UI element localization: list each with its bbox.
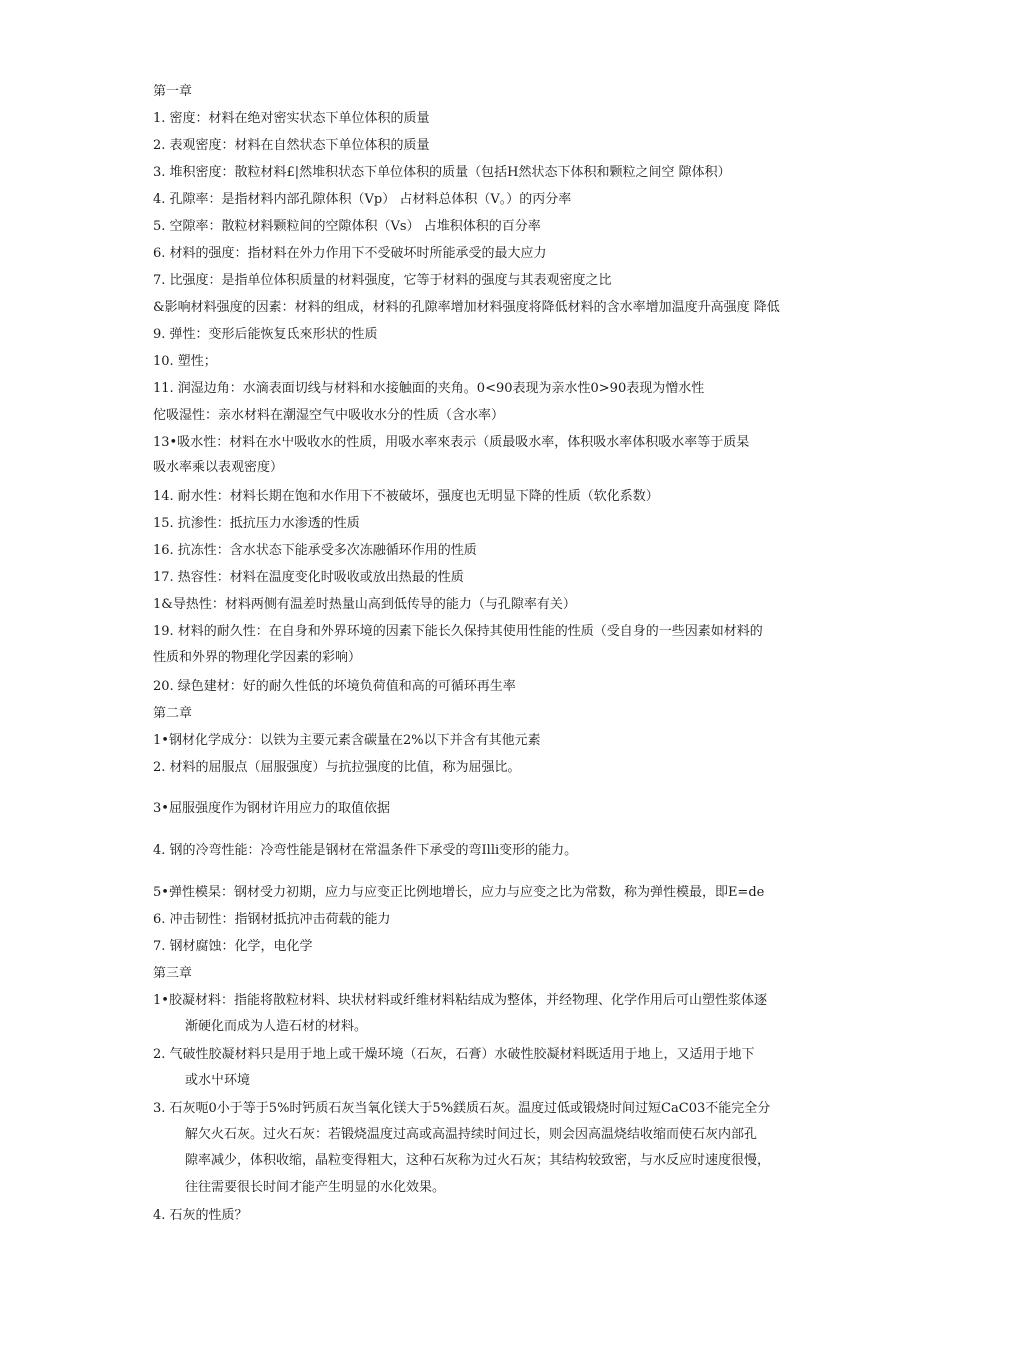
text-line: 15. 抗渗性：抵抗压力水渗透的性质: [153, 516, 360, 531]
text-line: 7. 比强度：是指单位体积质量的材料强度，它等于材料的强度与其表观密度之比: [153, 273, 612, 288]
text-line: 隙率减少，体积收缩，晶粒变得粗大，这种石灰称为过火石灰；其结构较致密，与水反应时速度很慢，: [185, 1153, 771, 1168]
text-line: 14. 耐水性：材料长期在饱和水作用下不被破坏，强度也无明显下降的性质（软化系数）: [153, 489, 659, 504]
text-line: 3. 堆积密度：散粒材料£|然堆积状态下单位体积的质量（包括H然状态下体积和颗粒之间空 隙体积）: [153, 165, 731, 180]
text-line: 1&导热性：材料两侧有温差时热量山高到低传导的能力（与孔隙率有关）: [153, 597, 576, 612]
chapter-3-heading: 第三章: [153, 966, 193, 981]
text-line: 17. 热容性：材料在温度变化时吸收或放出热最的性质: [153, 570, 464, 585]
text-line: 9. 弹性：变形后能恢复氐來形状的性质: [153, 327, 378, 342]
text-line: 4. 石灰的性质？: [153, 1208, 248, 1223]
text-line: 往往需要很长时间才能产生明显的水化效果。: [185, 1180, 446, 1195]
text-line: 1•胶凝材料：指能将散粒材料、块状材料或纤维材料粘结成为整体，并经物理、化学作用后可山塑性浆体逐: [153, 993, 767, 1008]
text-line: 6. 材料的强度：指材料在外力作用下不受破坏时所能承受的最大应力: [153, 246, 547, 261]
text-line: 4. 孔隙率：是指材料内部孔隙体积（Vp） 占材料总体积（V。）的丙分率: [153, 192, 572, 207]
text-line: 4. 钢的冷弯性能：冷弯性能是钢材在常温条件下承受的弯Illi变形的能力。: [153, 843, 578, 858]
text-line: 吸水率乘以表观密度）: [153, 460, 284, 475]
text-line: 19. 材料的耐久性：在自身和外界环境的因素下能长久保持其使用性能的性质（受自身的一些因素如材料的: [153, 624, 763, 639]
text-line: 11. 润湿边角：水滴表面切线与材料和水接触面的夹角。0<90表现为亲水性0>90表现为憎水性: [153, 381, 705, 396]
text-line: 性质和外界的物理化学因素的彩响）: [153, 650, 362, 665]
text-line: 渐硬化而成为人造石材的材料。: [185, 1019, 368, 1034]
text-line: 3. 石灰呃0小于等于5%时钙质石灰当氧化镁大于5%鎂质石灰。温度过低或锻烧时间过短CaC03不能完全分: [153, 1101, 771, 1116]
text-line: 6. 冲击韧性：指钢材抵抗冲击荷载的能力: [153, 912, 391, 927]
text-line: 解欠火石灰。过火石灰：若锻烧温度过高或高温持续时间过长，则会因高温烧结收缩而使石灰内部孔: [185, 1127, 758, 1142]
text-line: 3•屈服强度作为钢材许用应力的取值依据: [153, 801, 390, 816]
text-line: 或水屮环境: [185, 1073, 251, 1088]
chapter-2-heading: 第二章: [153, 706, 193, 721]
text-line: 5. 空隙率：散粒材料颗粒间的空隙体积（Vs） 占堆积体积的百分率: [153, 219, 541, 234]
text-line: 7. 钢材腐蚀：化学，电化学: [153, 939, 313, 954]
text-line: 20. 绿色建材：好的耐久性低的坏境负荷值和高的可循环再生率: [153, 679, 516, 694]
text-line: 16. 抗冻性：含水状态下能承受多次冻融循环作用的性质: [153, 543, 477, 558]
text-line: 佗吸湿性：亲水材料在潮湿空气中吸收水分的性质（含水率）: [153, 408, 505, 423]
text-line: 2. 气破性胶凝材料只是用于地上或干燥环境（石灰，石膏）水破性胶凝材料既适用于地上，又适用于地下: [153, 1047, 755, 1062]
text-line: 2. 材料的屈服点（屈服强度）与抗拉强度的比值，称为屈强比。: [153, 760, 521, 775]
text-line: 10. 塑性；: [153, 354, 217, 369]
text-line: 2. 表观密度：材料在自然状态下单位体积的质量: [153, 138, 430, 153]
text-line: 1. 密度：材料在绝对密实状态下单位体积的质量: [153, 111, 430, 126]
chapter-1-heading: 第一章: [153, 84, 193, 99]
text-line: 5•弹性模杲：钢材受力初期，应力与应变正比例地增长，应力与应变之比为常数，称为弹性模最，即E=de: [153, 885, 765, 900]
text-line: 1•钢材化学成分：以铁为主要元素含碳量在2%以下并含有其他元素: [153, 733, 541, 748]
text-line: &影响材料强度的因素：材料的组成，材料的孔隙率增加材料强度将降低材料的含水率增加温度升高强度 降低: [153, 300, 780, 315]
text-line: 13•吸水性：材料在水屮吸收水的性质，用吸水率來表示（质最吸水率，体积吸水率体积吸水率等于质杲: [153, 435, 750, 450]
